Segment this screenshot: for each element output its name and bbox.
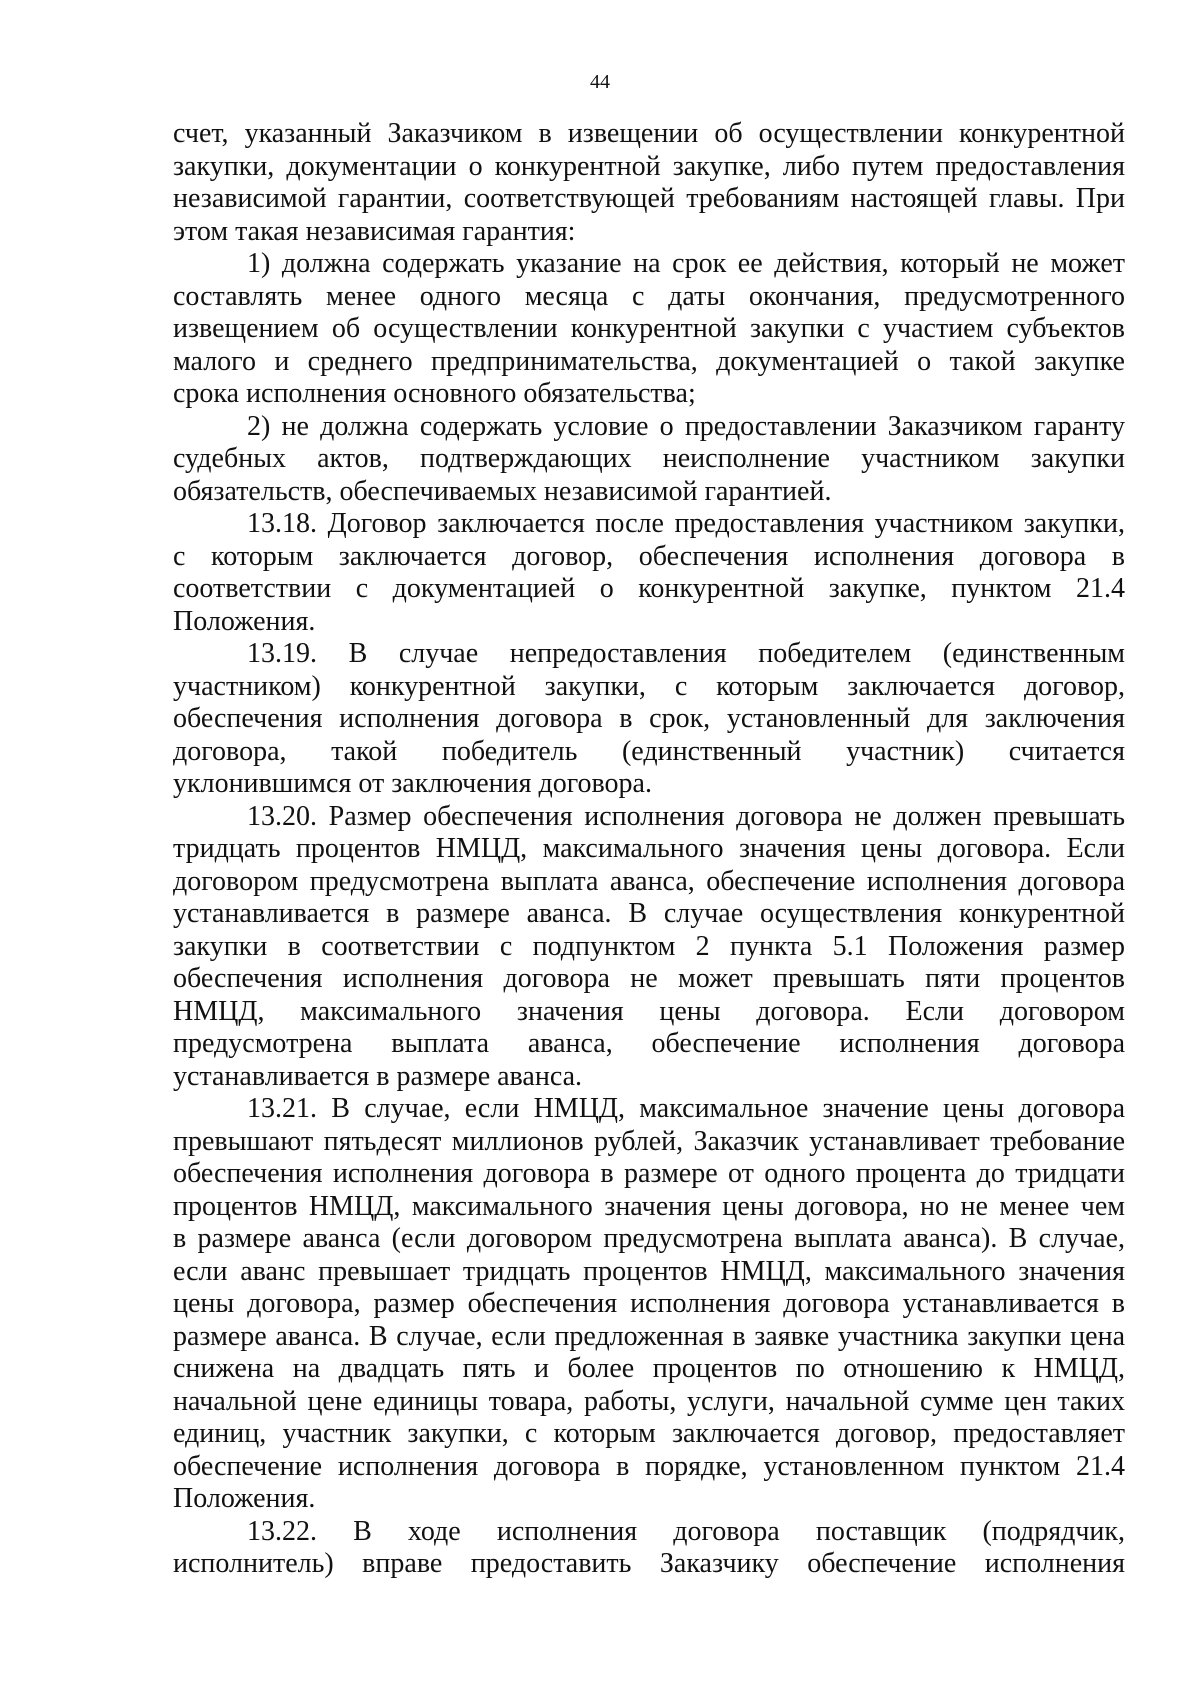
text-line: предусмотрена выплата аванса, обеспечение исполнения договора bbox=[173, 1028, 1125, 1059]
text-line: закупки в соответствии с подпунктом 2 пункта 5.1 Положения размер bbox=[173, 930, 1125, 962]
text-line: устанавливается в размере аванса. В случае осуществления конкурентной bbox=[173, 898, 1125, 929]
text-line: обеспечения исполнения договора в размере от одного процента до тридцати bbox=[173, 1158, 1125, 1189]
text-line: извещением об осуществлении конкурентной закупки с участием субъектов bbox=[173, 313, 1125, 344]
body-text bbox=[173, 118, 1125, 1581]
text-line: с которым заключается договор, обеспечения исполнения договора в bbox=[173, 540, 1125, 572]
text-line: если аванс превышает тридцать процентов НМЦД, максимального значения bbox=[173, 1255, 1125, 1287]
text-line: малого и среднего предпринимательства, документацией о такой закупке bbox=[173, 345, 1125, 377]
text-line: исполнитель) вправе предоставить Заказчику обеспечение исполнения bbox=[173, 1548, 1125, 1579]
text-line: процентов НМЦД, максимального значения цены договора, но не менее чем bbox=[173, 1190, 1125, 1222]
text-line: соответствии с документацией о конкурентной закупке, пунктом 21.4 bbox=[173, 573, 1125, 604]
text-line: составлять менее одного месяца с даты окончания, предусмотренного bbox=[173, 280, 1125, 312]
text-line: обеспечения исполнения договора не может превышать пяти процентов bbox=[173, 963, 1125, 994]
text-line: 13.21. В случае, если НМЦД, максимальное значение цены договора bbox=[247, 1093, 1125, 1124]
text-line: снижена на двадцать пять и более процентов по отношению к НМЦД, bbox=[173, 1353, 1125, 1384]
text-line: 13.19. В случае непредоставления победителем (единственным bbox=[247, 638, 1125, 669]
text-line: обеспечение исполнения договора в порядке, установленном пунктом 21.4 bbox=[173, 1450, 1125, 1482]
text-line: НМЦД, максимального значения цены договора. Если договором bbox=[173, 995, 1125, 1027]
text-line: участником) конкурентной закупки, с которым заключается договор, bbox=[173, 670, 1125, 702]
text-line: 2) не должна содержать условие о предоставлении Заказчиком гаранту bbox=[247, 410, 1125, 442]
text-line: договором предусмотрена выплата аванса, обеспечение исполнения договора bbox=[173, 865, 1125, 897]
text-line: Положения. bbox=[173, 1483, 316, 1514]
text-line: тридцать процентов НМЦД, максимального значения цены договора. Если bbox=[173, 833, 1125, 864]
text-line: Положения. bbox=[173, 605, 316, 637]
text-line: размере аванса. В случае, если предложенная в заявке участника закупки цена bbox=[173, 1320, 1125, 1352]
text-line: начальной цене единицы товара, работы, услуги, начальной сумме цен таких bbox=[173, 1385, 1125, 1417]
text-line: обеспечения исполнения договора в срок, установленный для заключения bbox=[173, 703, 1125, 734]
text-line: закупки, документации о конкурентной закупке, либо путем предоставления bbox=[173, 150, 1125, 182]
text-line: устанавливается в размере аванса. bbox=[173, 1060, 583, 1092]
text-line: уклонившимся от заключения договора. bbox=[173, 768, 652, 799]
text-line: счет, указанный Заказчиком в извещении об осуществлении конкурентной bbox=[173, 118, 1125, 149]
text-line: в размере аванса (если договором предусмотрена выплата аванса). В случае, bbox=[173, 1223, 1125, 1254]
text-line: 13.20. Размер обеспечения исполнения договора не должен превышать bbox=[247, 800, 1125, 832]
text-line: срока исполнения основного обязательства; bbox=[173, 378, 696, 409]
text-line: превышают пятьдесят миллионов рублей, Заказчик устанавливает требование bbox=[173, 1125, 1125, 1157]
text-line: 13.22. В ходе исполнения договора поставщик (подрядчик, bbox=[247, 1515, 1125, 1547]
text-line: 1) должна содержать указание на срок ее действия, который не может bbox=[247, 248, 1125, 279]
text-line: обязательств, обеспечиваемых независимой гарантией. bbox=[173, 475, 832, 507]
page-number: 44 bbox=[590, 71, 610, 93]
text-line: единиц, участник закупки, с которым заключается договор, предоставляет bbox=[173, 1418, 1125, 1449]
text-line: судебных актов, подтверждающих неисполнение участником закупки bbox=[173, 443, 1125, 474]
text-line: этом такая независимая гарантия: bbox=[173, 215, 576, 247]
text-line: 13.18. Договор заключается после предоставления участником закупки, bbox=[247, 508, 1125, 539]
text-line: независимой гарантии, соответствующей требованиям настоящей главы. При bbox=[173, 183, 1125, 214]
text-line: цены договора, размер обеспечения исполнения договора устанавливается в bbox=[173, 1288, 1125, 1319]
text-line: договора, такой победитель (единственный участник) считается bbox=[173, 735, 1125, 767]
